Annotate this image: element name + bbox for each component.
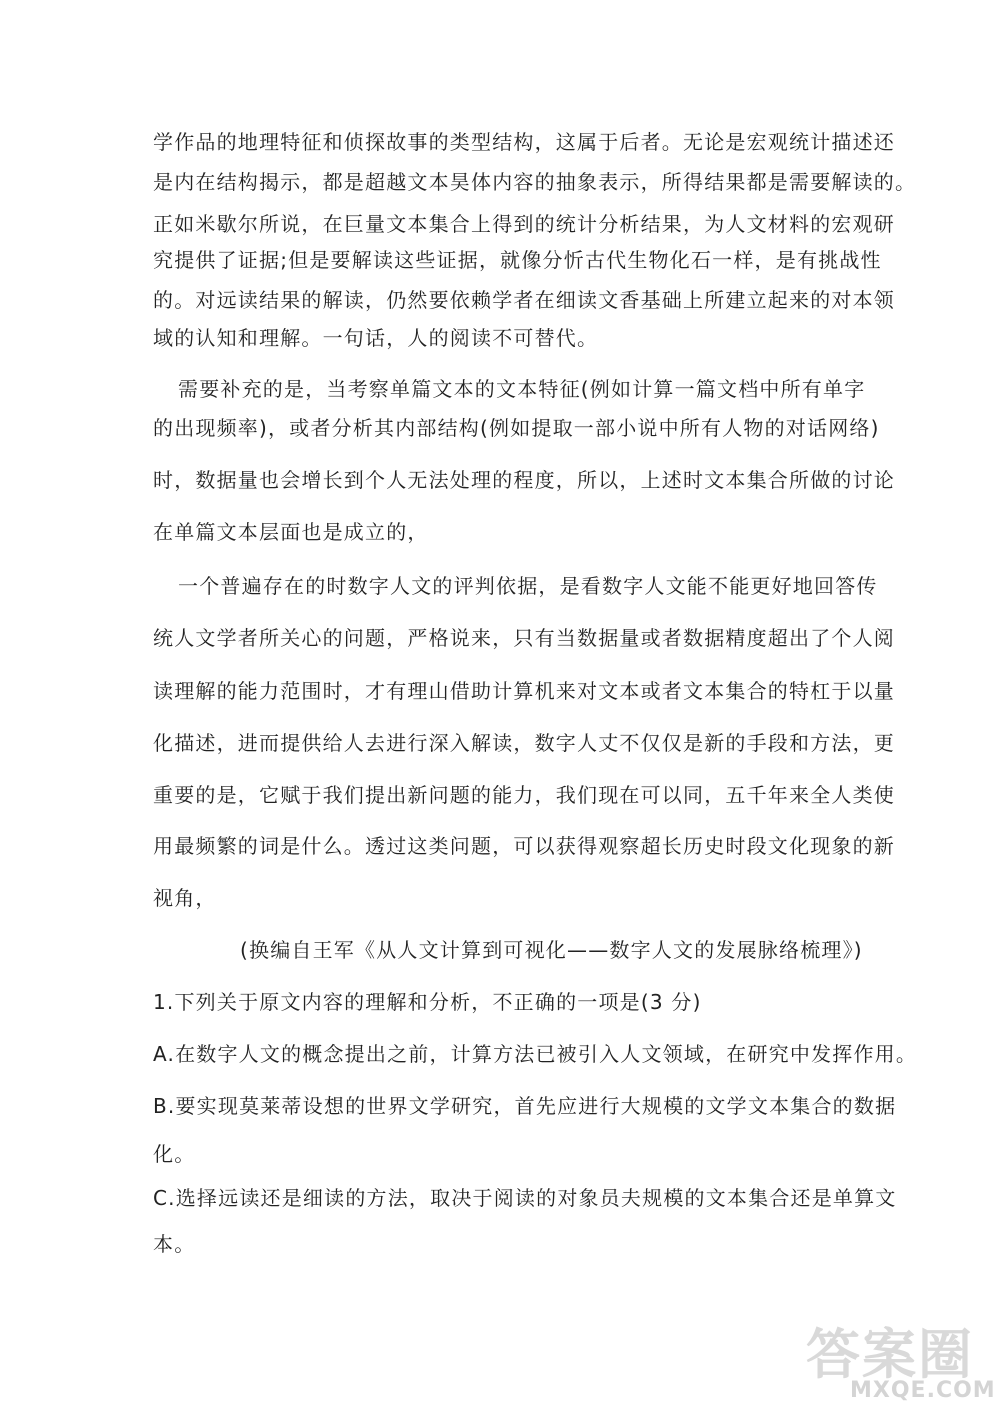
text-line: 正如米歇尔所说，在巨量文本集合上得到的统计分析结果，为人文材料的宏观研 (153, 212, 895, 236)
question-stem: 1.下列关于原文内容的理解和分析，不正确的一项是(3 分) (153, 990, 702, 1014)
watermark-url: MXQE.COM (850, 1378, 996, 1403)
text-line: 域的认知和理解。一句话，人的阅读不可替代。 (153, 326, 599, 350)
text-line: 究提供了证据;但是要解读这些证据，就像分忻古代生物化石一样，是有挑战性 (153, 248, 882, 272)
text-line: 时，数据量也会增长到个人无法处理的程度，所以，上述时文本集合所做的讨论 (153, 468, 895, 492)
text-line: 的出现频率)，或者分析其内部结构(例如提取一部小说中所有人物的对话网络) (153, 416, 880, 440)
text-line: 是内在结构揭示，都是超越文本昊体内容的抽象表示，所得结果都是需要解读的。 (153, 170, 917, 194)
watermark (800, 1312, 996, 1412)
watermark-logo-text: 答案圈 (806, 1322, 974, 1386)
text-line: 统人文学者所关心的问题，严格说来，只有当数据量或者数据精度超出了个人阅 (153, 626, 895, 650)
option-c-continued: 本。 (153, 1232, 196, 1256)
text-line: 的。对远读结果的解读，仍然要依赖学者在细读文香基础上所建立起来的对本领 (153, 288, 895, 312)
text-line: 一个普遍存在的时数字人文的评判依据，是看数字人文能不能更好地回答传 (178, 574, 878, 598)
option-b: B.要实现莫莱蒂设想的世界文学研究，首先应进行大规模的文学文本集合的数据 (153, 1094, 897, 1118)
source-citation: (换编自王军《从人文计算到可视化——数字人文的发展脉络梳理》) (240, 938, 863, 962)
text-line: 重要的是，它赋于我们提出新问题的能力，我们现在可以同，五千年来全人类使 (153, 783, 895, 807)
text-line: 用最频繁的词是什么。透过这类问题，可以获得观察超长历史时段文化现象的新 (153, 834, 895, 858)
option-b-continued: 化。 (153, 1142, 196, 1166)
text-line: 化描述，进而提供给人去进行深入解读，数字人丈不仅仅是新的手段和方法，更 (153, 731, 895, 755)
text-line: 学作品的地理特征和侦探故事的类型结构，这属于后者。无论是宏观统计描述还 (153, 130, 895, 154)
option-a: A.在数字人文的概念提出之前，计算方法已被引入人文领域，在研究中发挥作用。 (153, 1042, 918, 1066)
option-c: C.选择远读还是细读的方法，取决于阅读的对象员夫规模的文本集合还是单算文 (153, 1186, 897, 1210)
text-line: 视角， (153, 886, 217, 910)
text-line: 读理解的能力范围时，才有理山借助计算机来对文本或者文本集合的特杠于以量 (153, 679, 895, 703)
text-line: 需要补充的是，当考察单篇文本的文本特征(例如计算一篇文档中所有单字 (178, 377, 866, 401)
text-line: 在单篇文本层面也是成立的， (153, 520, 429, 544)
